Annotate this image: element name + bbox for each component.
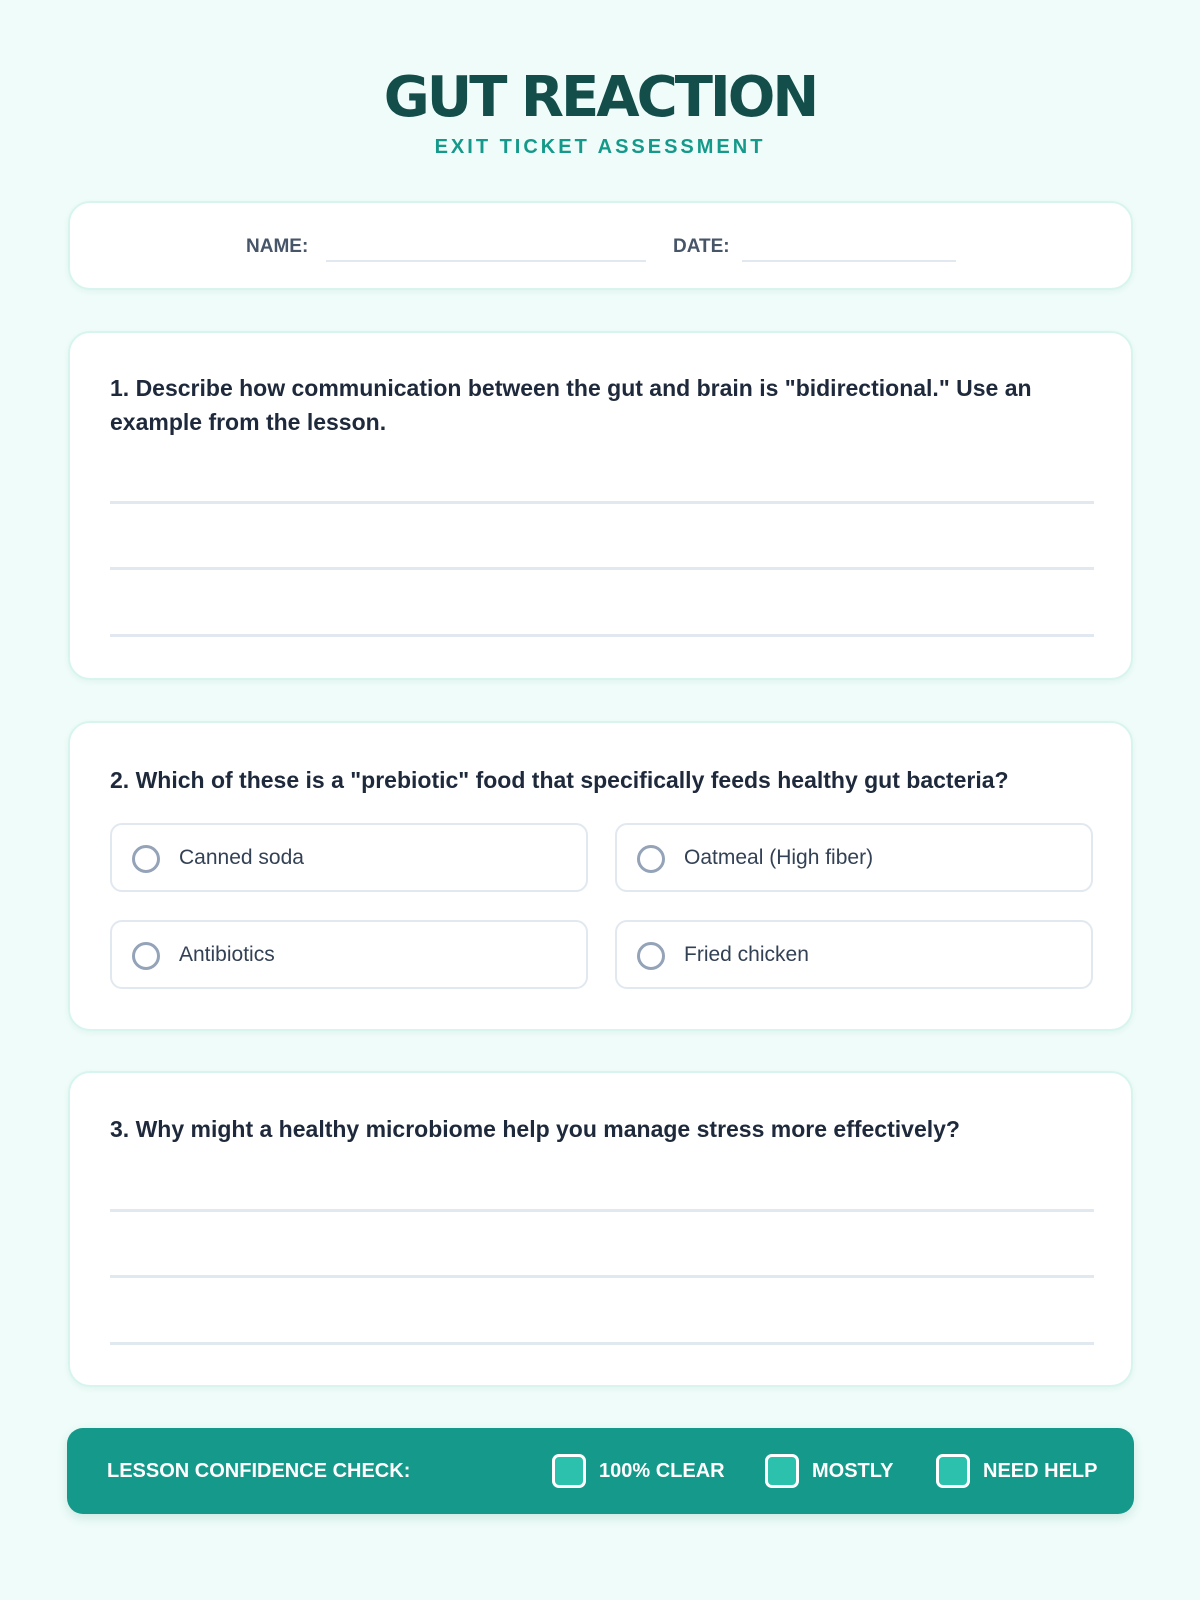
name-field[interactable] [326, 260, 646, 262]
page-title: GUT REACTION [383, 65, 817, 130]
confidence-option-label: MOSTLY [812, 1460, 894, 1482]
checkbox-icon[interactable] [552, 1454, 586, 1488]
confidence-option-mostly[interactable] [765, 1453, 894, 1489]
answer-line[interactable] [110, 634, 1094, 637]
option-label: Oatmeal (High fiber) [684, 846, 874, 869]
radio-icon[interactable] [637, 942, 665, 970]
radio-icon[interactable] [637, 845, 665, 873]
answer-line[interactable] [110, 1275, 1094, 1278]
question-3-card [68, 1071, 1133, 1387]
confidence-check-label: LESSON CONFIDENCE CHECK: [107, 1460, 411, 1482]
radio-icon[interactable] [132, 942, 160, 970]
confidence-check-bar [67, 1428, 1134, 1514]
option-fried-chicken[interactable] [615, 920, 1093, 989]
option-label: Fried chicken [684, 943, 809, 966]
confidence-option-label: NEED HELP [983, 1460, 1098, 1482]
page-subtitle: EXIT TICKET ASSESSMENT [434, 136, 766, 158]
option-oatmeal[interactable] [615, 823, 1093, 892]
option-antibiotics[interactable] [110, 920, 588, 989]
question-2-text: 2. Which of these is a "prebiotic" food that specifically feeds healthy gut bacteria? [110, 767, 1009, 793]
option-label: Antibiotics [179, 943, 275, 966]
answer-line[interactable] [110, 501, 1094, 504]
name-label: NAME: [246, 236, 309, 257]
date-label: DATE: [673, 236, 730, 257]
confidence-option-need-help[interactable] [936, 1453, 1097, 1489]
header [0, 66, 1200, 159]
answer-line[interactable] [110, 567, 1094, 570]
checkbox-icon[interactable] [765, 1454, 799, 1488]
date-field[interactable] [742, 260, 956, 262]
option-canned-soda[interactable] [110, 823, 588, 892]
student-info-card [68, 201, 1133, 290]
radio-icon[interactable] [132, 845, 160, 873]
question-3-text: 3. Why might a healthy microbiome help you manage stress more effectively? [110, 1116, 960, 1142]
answer-line[interactable] [110, 1209, 1094, 1212]
question-1-text: 1. Describe how communication between the gut and brain is "bidirectional." Use an example from the lesson. [110, 375, 1032, 435]
confidence-option-label: 100% CLEAR [599, 1460, 725, 1482]
checkbox-icon[interactable] [936, 1454, 970, 1488]
confidence-option-clear[interactable] [552, 1453, 725, 1489]
question-1-card [68, 331, 1133, 680]
answer-line[interactable] [110, 1342, 1094, 1345]
question-2-card [68, 721, 1133, 1031]
option-label: Canned soda [179, 846, 304, 869]
